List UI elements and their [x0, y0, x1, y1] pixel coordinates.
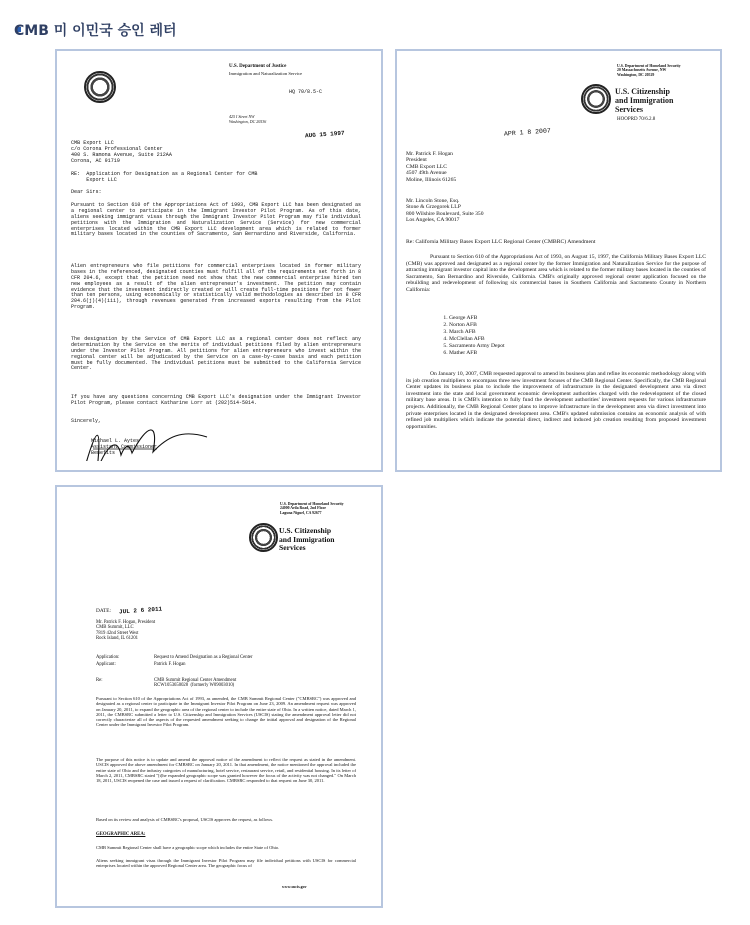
section-heading: GEOGRAPHIC AREA: [96, 832, 146, 837]
list-item: 3. March AFB [449, 329, 505, 336]
agency-name: U.S. Citizenship and Immigration Services [615, 87, 674, 115]
footer-url: www.uscis.gov [282, 884, 307, 889]
agency-name: U.S. Citizenship and Immigration Services [279, 526, 335, 553]
paragraph-1: Pursuant to Section 610 of the Appropriations Act of 1993, as amended, the CMB Summit Regional Center ("CMBSRC") was approved and designated as a regional center to participate in the Immigrant Investor Pilot Program on June 23, 2009. An amendment request was approved on January 20, 2011, to expand the geographic area of the regional center to include the entire state of Ohio. In a written notice, dated March 1, 2011, the CMBSRC submitted a letter to U.S. Citizenship and Immigration Services (USCIS) stating the amendment approval letter did not correctly characterize all of the aspects of the requested amendment seeking to change the initial approval and designation of the Regional Center under the Immigrant Investor Pilot Program. [96, 696, 356, 728]
subject-line: Re: California Military Bases Export LLC Regional Center (CMBRC) Amendment [406, 239, 596, 245]
list-item: 5. Sacramento Army Depot [449, 343, 505, 350]
recipient-address: Mr. Patrick F. Hogan President CMB Export LLC 4507 49th Avenue Moline, Illinois 61265 [406, 151, 457, 183]
dhs-seal-icon [249, 523, 278, 552]
cc-address: Mr. Lincoln Stone, Esq. Stone & Grzegorek LLP 800 Wilshire Boulevard, Suite 350 Los Angeles, CA 90017 [406, 198, 484, 224]
paragraph-2: The purpose of this notice is to update and amend the approval notice of the amendment to reflect the request as stated in the amendment. USCIS approved the above amendment for CMBSRC on January 20, 2011. In that amendment, the notice mentioned the approval included the entire state of Ohio and the industry categories of manufacturing, hotel service, restaurant service, retail, and residential housing. In its letter of March 2, 2011, CMBSRC stated "[t]he expanded geographic scope was granted however the focus of the activity was not changed." On March 18, 2011, USCIS reopened the case and issued a request of clarification. CMBSRC responded to that request on June 30, 2011. [96, 757, 356, 784]
letter-page-1997 [69, 59, 369, 461]
agency-address: U.S. Department of Homeland Security 24000 Avila Road, 2nd Floor Laguna Niguel, CA 92677 [280, 502, 344, 515]
list-item: 1. George AFB [449, 315, 505, 322]
agency-address: U.S. Department of Homeland Security 20 Massachusetts Avenue, NW Washington, DC 20529 [617, 64, 681, 77]
bases-list [434, 315, 505, 357]
date-label: DATE: [96, 608, 112, 614]
signer-block: Michael L. Aytes Assistant Commissioner Benefits [91, 438, 158, 456]
date-stamp: JUL 2 6 2011 [118, 605, 163, 616]
applicant-value: Patrick F. Hogan [154, 662, 186, 667]
doj-seal-icon [84, 71, 116, 103]
paragraph-3: Based on its review and analysis of CMBSRC's proposal, USCIS approves the request, as follows. [96, 817, 274, 822]
paragraph-4: CMB Summit Regional Center shall have a geographic scope which includes the entire State of Ohio. [96, 845, 280, 850]
re-value: CMB Summit Regional Center Amendment RCW1053650028 (formerly W09003010) [154, 678, 237, 689]
service-name: Immigration and Naturalization Service [229, 71, 303, 76]
paragraph-4: If you have any questions concerning CMB Export LLC's designation under the Immigrant Investor Pilot Program, please contact Katharine Lorr at (202)514-5014. [71, 394, 361, 406]
application-value: Request to Amend Designation as a Regional Center [154, 655, 253, 660]
paragraph-1: Pursuant to Section 610 of the Appropriations Act of 1993, CMB Export LLC has been designated as a regional center to participate in the Immigrant Investor Pilot Program. As of this date, aliens seeking immigrant visas through the Immigrant Investor Pilot Program may file individual petitions with the Immigration and Naturalization Service (Service) for new commercial enterprises located within the CMB Export LLC development area which is related to former military bases located in the counties of Sacramento, San Bernardino and Riverside, California. [71, 202, 361, 238]
agency-name: U.S. Department of Justice [229, 64, 287, 69]
paragraph-2: On January 10, 2007, CMB requested approval to amend its business plan and refine its economic methodology along with its job creation multipliers to encompass three new investment focuses of the CMB Regional Center. Specifically, the CMB Regional Center updates its business plan to include the improvement of infrastructure in the designated development area via direct investment into the state and local government economic development authorities charged with the redevelopment of the closed military base areas. It is CMB's intention to fully fund the development authorities' investment requests for various infrastructure projects. Additionally, the CMB Regional Center plans to improve infrastructure in the development area via direct investment into private enterprises located in the designated development area. CMB's updated submission contains an economic analysis of with refined job multipliers which indicate the potential direct, indirect and induced job creation resulting from proposed investment opportunities. [406, 371, 706, 430]
application-label: Application: [96, 655, 120, 660]
paragraph-2: Alien entrepreneurs who file petitions for commercial enterprises located in former military bases in the referenced, designated counties must fulfill all of the requirements set forth in 8 CFR 204.6, except that the petition need not show that the new commercial enterprise hired ten new employees as a result of the alien entrepreneur's investment. The petition may contain evidence that the investment indirectly created or will create full-time positions for not fewer than ten persons, using economically or statistically valid methodologies as described in 8 CFR 204.6(j)(4)(iii), through revenues generated from increased exports resulting from the Pilot Program. [71, 263, 361, 311]
page-title: CMB 미 이민국 승인 레터 [14, 23, 177, 39]
subject-line: RE: Application for Designation as a Regional Center for CMB Export LLC [71, 171, 258, 183]
letter-card-1997 [55, 49, 383, 472]
letter-page-2007 [405, 59, 710, 461]
recipient-address: Mr. Patrick F. Hogan, President CMB Summit, LLC 7819 42nd Street West Rock Island, IL 61201 [96, 620, 156, 642]
list-item: 2. Norton AFB [449, 322, 505, 329]
dhs-seal-icon [581, 84, 611, 114]
reference-number: HOOPRD 70/6.2.8 [617, 117, 656, 122]
letter-card-2011 [55, 485, 383, 908]
list-item: 4. McClellan AFB [449, 336, 505, 343]
letter-card-2007 [395, 49, 722, 472]
paragraph-3: The designation by the Service of CMB Export LLC as a regional center does not reflect any determination by the Service on the merits of individual petitions filed by alien entrepreneurs under the Investor Pilot Program. All petitions for alien entrepreneurs who invest within the regional center will be adjudicated by the Service on a case-by-case basis and each petition must be fully documented. The individual petitions must be submitted to the California Service Center. [71, 336, 361, 372]
date-stamp: AUG 15 1997 [304, 129, 345, 140]
reference-number: HQ 70/8.5-C [289, 89, 323, 95]
re-label: Re: [96, 678, 103, 683]
applicant-label: Applicant: [96, 662, 116, 667]
paragraph-1: Pursuant to Section 610 of the Appropriations Act of 1993, on August 15, 1997, the California Military Bases Export LLC (CMB) was approved and designated as a regional center by the former Immigration and Naturalization Service for the purpose of attracting immigrant investor capital into the development area which is related to the former military bases located in the counties of Sacramento, San Bernardino and Riverside, California. CMB's originally approved regional center application focused on the rebuilding and redevelopment of following six commercial bases in Southern California and Sacramento County in Northern California: [406, 254, 706, 293]
date-stamp: APR 1 8 2007 [503, 127, 551, 138]
letter-page-2011 [67, 495, 372, 897]
closing: Sincerely, [71, 418, 102, 424]
address-line-2: Washington, DC 20536 [229, 119, 267, 124]
salutation: Dear Sirs: [71, 189, 102, 195]
list-item: 6. Mather AFB [449, 350, 505, 357]
address-line-1: 425 I Street NW [229, 114, 255, 119]
recipient-address: CMB Export LLC c/o Corona Professional Center 400 S. Ramona Avenue, Suite 212AA Corona, AC 91719 [71, 140, 172, 164]
paragraph-5: Aliens seeking immigrant visas through the Immigrant Investor Pilot Program may file individual petitions with USCIS for commercial enterprises located within the approved Regional Center area. The geographic focus of [96, 858, 356, 869]
